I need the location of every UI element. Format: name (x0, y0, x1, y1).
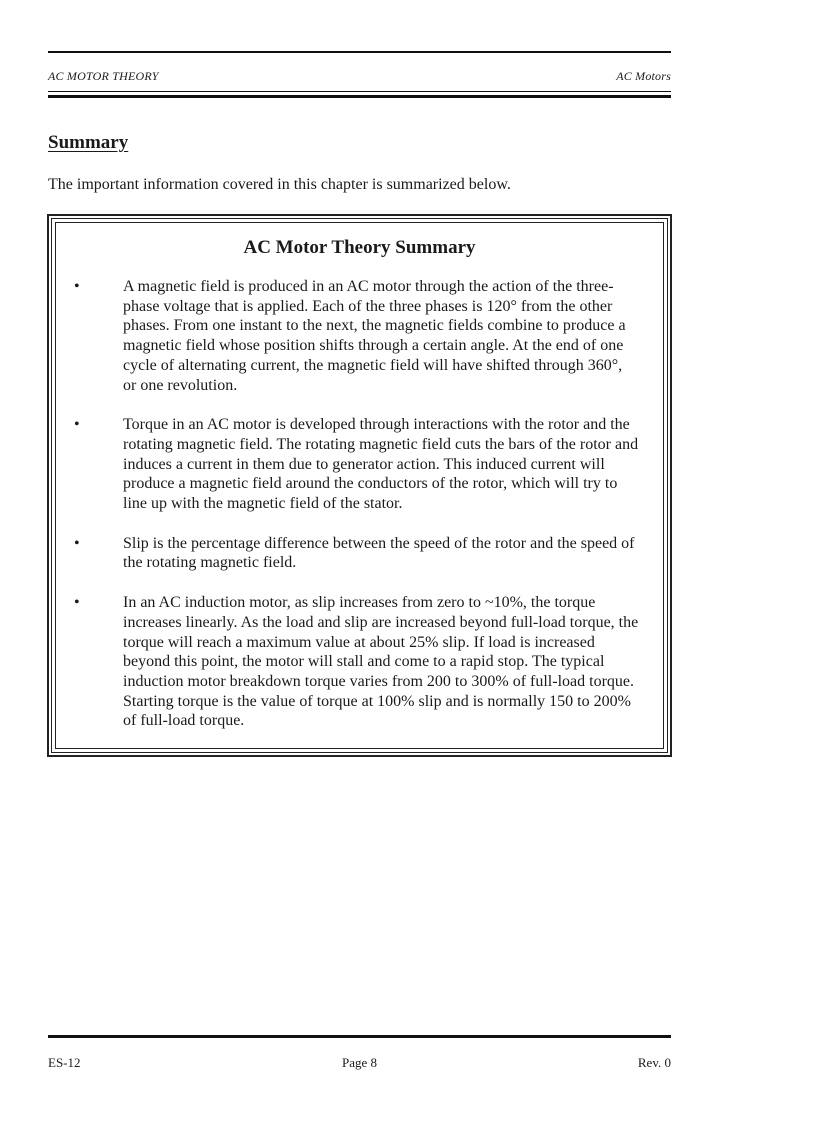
summary-bullet-item (52, 277, 667, 395)
summary-box (48, 215, 671, 756)
summary-bullet-item (52, 593, 667, 731)
summary-bullet-item (52, 415, 667, 514)
footer-document-id: ES-12 (48, 1055, 81, 1070)
summary-bullet-text: Slip is the percentage difference between the speed of the rotor and the speed of the rotating magnetic field. (123, 534, 635, 572)
bullet-icon: • (74, 416, 80, 434)
footer-revision: Rev. 0 (637, 1055, 671, 1070)
summary-bullet-item (52, 534, 667, 573)
bullet-icon: • (74, 278, 80, 295)
summary-bullet-text: In an AC induction motor, as slip increases from zero to ~10%, the torque increases linearly. As the load and slip are increased beyond full-load torque, the torque will reach a maximum value at about 25% slip. If load is increased beyond this point, the motor will stall and come to a rapid stop. The typical induction motor breakdown torque varies from 200 to 300% of full-load torque. Starting torque is the value of torque at 100% slip and is normally 150 to 200% of full-load torque. (123, 594, 639, 730)
summary-bullet-list (52, 277, 667, 751)
header-bottom-hairline (48, 91, 671, 92)
summary-box-title: AC Motor Theory Summary (243, 237, 476, 258)
header-bottom-rule (48, 95, 671, 98)
section-intro: The important information covered in this chapter is summarized below. (48, 176, 511, 193)
section-title: Summary (48, 132, 129, 153)
footer-page-number: Page 8 (341, 1055, 378, 1070)
summary-bullet-text: A magnetic field is produced in an AC motor through the action of the three-phase voltage that is applied. Each of the three phases is 120° from the other phases. From one instant to the next, the magnetic fields combine to produce a magnetic field whose position shifts through a certain angle. At the end of one cycle of alternating current, the magnetic field will have shifted through 360°, or one revolution. (123, 278, 626, 394)
header-chapter-title: AC MOTOR THEORY (48, 69, 159, 83)
bullet-icon: • (74, 534, 80, 552)
header-top-rule (48, 51, 671, 53)
footer-rule (48, 1035, 671, 1038)
summary-bullet-text: Torque in an AC motor is developed through interactions with the rotor and the rotating magnetic field. The rotating magnetic field cuts the bars of the rotor and induces a current in them due to generator action. This induced current will produce a magnetic field around the conductors of the rotor, which will try to line up with the magnetic field of the stator. (123, 416, 639, 513)
header-module-title: AC Motors (616, 69, 671, 83)
bullet-icon: • (74, 594, 80, 612)
